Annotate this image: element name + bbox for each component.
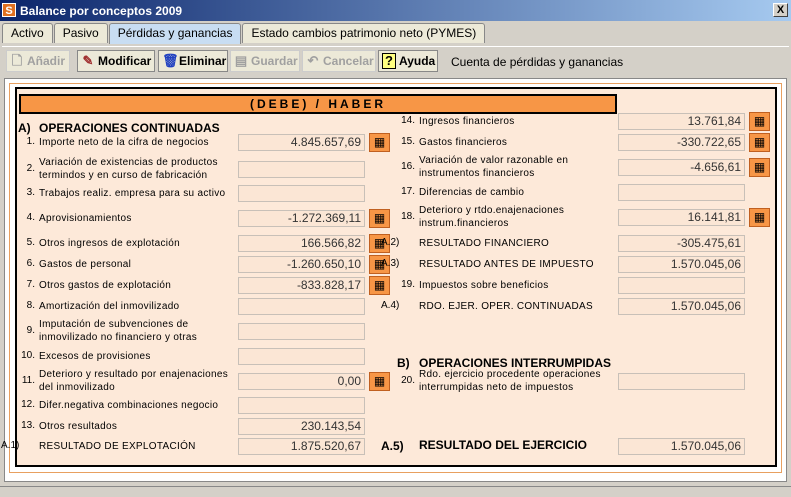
amount-field[interactable] xyxy=(618,277,745,294)
amount-field[interactable]: -4.656,61 xyxy=(618,159,745,176)
save-icon: ▤ xyxy=(234,53,248,68)
help-button[interactable] xyxy=(378,50,438,72)
help-label: Ayuda xyxy=(399,54,436,68)
debe-haber-header: (DEBE) / HABER xyxy=(19,94,617,114)
amount-field[interactable]: 1.570.045,06 xyxy=(618,256,745,273)
amount-field[interactable]: -305.475,61 xyxy=(618,235,745,252)
amount-field[interactable]: 166.566,82 xyxy=(238,235,365,252)
row-number: 8. xyxy=(26,300,35,311)
row-label: Variación de existencias de productos termindos y en curso de fabricación xyxy=(39,157,218,181)
amount-field[interactable]: -1.260.650,10 xyxy=(238,256,365,273)
calculator-icon[interactable]: ▦ xyxy=(369,276,390,295)
row-label: Otros ingresos de explotación xyxy=(39,238,180,249)
amount-field[interactable]: 4.845.657,69 xyxy=(238,134,365,151)
row-number: A.1) xyxy=(1,440,20,451)
window-title: Balance por conceptos 2009 xyxy=(20,4,183,18)
amount-field[interactable]: 1.570.045,06 xyxy=(618,298,745,315)
row-label: Imputación de subvenciones de inmovilizado no financiero y otras xyxy=(39,319,198,343)
status-bar xyxy=(0,486,791,497)
calculator-icon[interactable]: ▦ xyxy=(749,158,770,177)
amount-field[interactable]: -833.828,17 xyxy=(238,277,365,294)
edit-label: Modificar xyxy=(98,54,152,68)
tab-perdidas-ganancias[interactable]: Pérdidas y ganancias xyxy=(109,23,242,44)
row-number: A.4) xyxy=(381,300,400,311)
row-label: RESULTADO ANTES DE IMPUESTO xyxy=(419,259,594,270)
toolbar xyxy=(2,46,789,74)
row-label: Diferencias de cambio xyxy=(419,187,525,198)
calculator-icon[interactable]: ▦ xyxy=(369,372,390,391)
row-label: RDO. EJER. OPER. CONTINUADAS xyxy=(419,301,593,312)
edit-button[interactable] xyxy=(77,50,155,72)
amount-field[interactable] xyxy=(238,323,365,340)
section-b-title: OPERACIONES INTERRUMPIDAS xyxy=(419,356,612,370)
row-number: 4. xyxy=(26,212,35,223)
pyg-form xyxy=(1,87,777,467)
row-number: 1. xyxy=(26,136,35,147)
section-a-title: OPERACIONES CONTINUADAS xyxy=(39,121,220,135)
calculator-icon[interactable]: ▦ xyxy=(369,133,390,152)
row-number: 6. xyxy=(26,258,35,269)
save-label: Guardar xyxy=(251,54,298,68)
tab-pasivo[interactable]: Pasivo xyxy=(54,23,108,43)
row-number: 15. xyxy=(401,136,415,147)
amount-field[interactable]: 13.761,84 xyxy=(618,113,745,130)
row-label: Gastos de personal xyxy=(39,259,132,270)
row-number: 3. xyxy=(26,187,35,198)
row-number: 17. xyxy=(401,186,415,197)
row-number: 9. xyxy=(26,325,35,336)
row-label: Otros gastos de explotación xyxy=(39,280,172,291)
help-icon: ? xyxy=(382,53,396,69)
tab-bar xyxy=(2,23,486,43)
amount-field[interactable] xyxy=(238,298,365,315)
section-b-num: B) xyxy=(397,356,410,370)
row-number: A.5) xyxy=(381,439,404,453)
delete-button[interactable] xyxy=(158,50,228,72)
row-number: 10. xyxy=(21,350,35,361)
row-number: 5. xyxy=(26,237,35,248)
row-number: 13. xyxy=(21,420,35,431)
amount-field[interactable] xyxy=(618,373,745,390)
content-panel xyxy=(1,78,787,482)
title-bar xyxy=(0,0,791,21)
row-label: Impuestos sobre beneficios xyxy=(419,280,549,291)
row-number: 19. xyxy=(401,279,415,290)
row-label: Variación de valor razonable en instrumentos financieros xyxy=(419,155,569,179)
add-label: Añadir xyxy=(27,54,66,68)
row-label: Otros resultados xyxy=(39,421,118,432)
amount-field[interactable]: 0,00 xyxy=(238,373,365,390)
document-icon: 🗋 xyxy=(11,53,23,68)
row-label: Trabajos realiz. empresa para su activo xyxy=(39,188,226,199)
amount-field[interactable] xyxy=(618,184,745,201)
row-label: Difer.negativa combinaciones negocio xyxy=(39,400,219,411)
tab-activo[interactable]: Activo xyxy=(2,23,53,43)
row-number: A.2) xyxy=(381,237,400,248)
amount-field[interactable]: 1.570.045,06 xyxy=(618,438,745,455)
amount-field[interactable]: 1.875.520,67 xyxy=(238,438,365,455)
row-label: Rdo. ejercicio procedente operaciones interrumpidas neto de impuestos xyxy=(419,369,601,393)
row-label: Gastos financieros xyxy=(419,137,508,148)
amount-field[interactable]: -1.272.369,11 xyxy=(238,210,365,227)
row-label: Excesos de provisiones xyxy=(39,351,151,362)
row-number: A.3) xyxy=(381,258,400,269)
tab-estado-cambios[interactable]: Estado cambios patrimonio neto (PYMES) xyxy=(242,23,485,43)
delete-label: Eliminar xyxy=(179,54,227,68)
calculator-icon[interactable]: ▦ xyxy=(749,133,770,152)
amount-field[interactable] xyxy=(238,348,365,365)
row-number: 12. xyxy=(21,399,35,410)
amount-field[interactable]: 16.141,81 xyxy=(618,209,745,226)
undo-icon: ↶ xyxy=(307,53,319,68)
row-number: 18. xyxy=(401,211,415,222)
calculator-icon[interactable]: ▦ xyxy=(749,208,770,227)
row-number: 11. xyxy=(21,375,35,386)
amount-field[interactable] xyxy=(238,161,365,178)
row-label: Deterioro y rtdo.enajenaciones instrum.financieros xyxy=(419,205,565,229)
calculator-icon[interactable]: ▦ xyxy=(369,209,390,228)
row-number: 2. xyxy=(26,163,35,174)
close-button[interactable]: X xyxy=(773,3,788,17)
add-button[interactable] xyxy=(6,50,70,72)
trash-icon: 🗑 xyxy=(162,53,179,68)
row-label: Deterioro y resultado por enajenaciones del inmovilizado xyxy=(39,369,229,393)
row-number: 20. xyxy=(401,375,415,386)
row-label: Aprovisionamientos xyxy=(39,213,132,224)
row-number: 16. xyxy=(401,161,415,172)
row-label: Importe neto de la cifra de negocios xyxy=(39,137,209,148)
row-label: RESULTADO DE EXPLOTACIÓN xyxy=(39,441,196,452)
amount-field[interactable] xyxy=(238,397,365,414)
calculator-icon[interactable]: ▦ xyxy=(369,234,390,253)
row-label: Ingresos financieros xyxy=(419,116,515,127)
amount-field[interactable]: -330.722,65 xyxy=(618,134,745,151)
amount-field[interactable] xyxy=(238,185,365,202)
cancel-label: Cancelar xyxy=(323,54,374,68)
save-button[interactable] xyxy=(230,50,300,72)
row-number: 7. xyxy=(26,279,35,290)
calculator-icon[interactable]: ▦ xyxy=(369,255,390,274)
app-icon: S xyxy=(2,3,16,17)
context-label: Cuenta de pérdidas y ganancias xyxy=(451,55,624,69)
edit-icon: ✎ xyxy=(82,53,94,68)
row-label: RESULTADO FINANCIERO xyxy=(419,238,550,249)
row-number: 14. xyxy=(401,115,415,126)
row-label: Amortización del inmovilizado xyxy=(39,301,180,312)
calculator-icon[interactable]: ▦ xyxy=(749,112,770,131)
cancel-button[interactable] xyxy=(302,50,376,72)
amount-field[interactable]: 230.143,54 xyxy=(238,418,365,435)
section-a-num: A) xyxy=(18,121,31,135)
row-label: RESULTADO DEL EJERCICIO xyxy=(419,438,588,452)
